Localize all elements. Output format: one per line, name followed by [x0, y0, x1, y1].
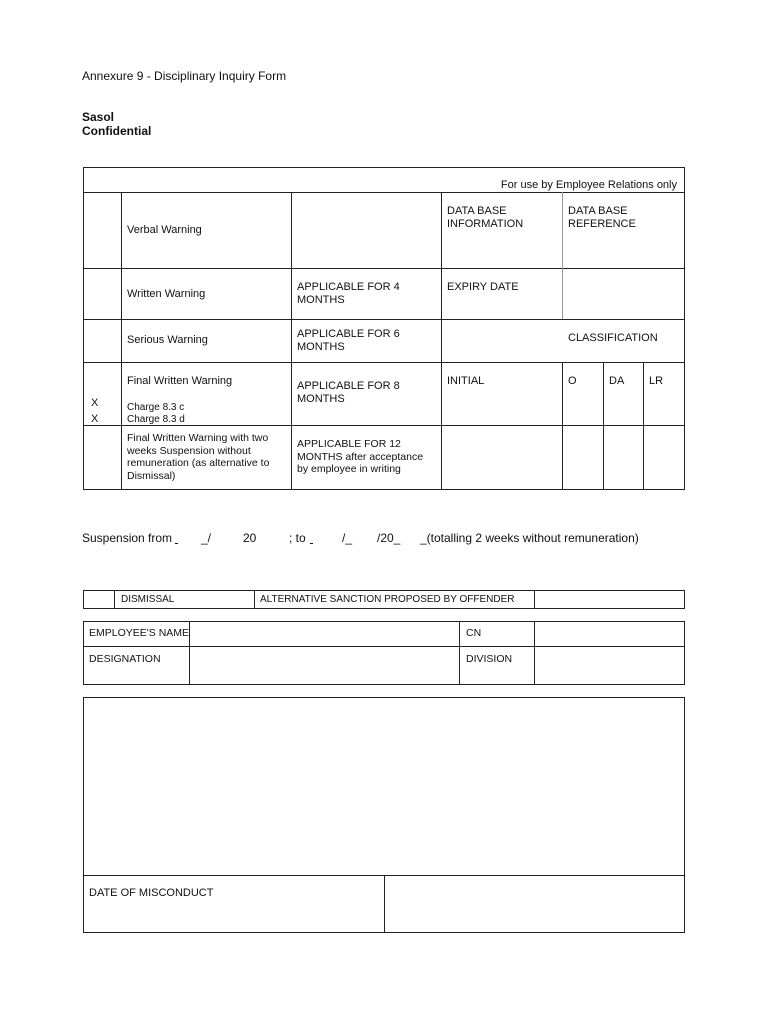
suspension-from-label: Suspension from [82, 531, 173, 545]
database-information-label: DATA BASE INFORMATION [447, 205, 524, 230]
division-label: DIVISION [466, 653, 513, 665]
form-title: Annexure 9 - Disciplinary Inquiry Form [82, 69, 287, 83]
written-warning-label: Written Warning [127, 288, 206, 300]
charge-2: Charge 8.3 d [127, 414, 185, 425]
col-o-label: O [568, 375, 577, 387]
final-warning-period: APPLICABLE FOR 8 MONTHS [297, 380, 400, 405]
expiry-date-label: EXPIRY DATE [447, 281, 519, 293]
col-da-label: DA [609, 375, 625, 387]
suspension-year-2: /20_ [377, 531, 401, 545]
cn-label: CN [466, 627, 482, 639]
suspension-sep-1: _/ [201, 531, 212, 545]
serious-warning-period: APPLICABLE FOR 6 MONTHS [297, 328, 400, 353]
classification-label: CLASSIFICATION [568, 332, 658, 344]
suspension-to-label: ; to [289, 531, 306, 545]
confidential-label: Confidential [82, 124, 152, 138]
employee-name-label: EMPLOYEE'S NAME [89, 627, 190, 639]
serious-warning-label: Serious Warning [127, 334, 208, 346]
company-block [82, 110, 151, 138]
initial-label: INITIAL [447, 375, 485, 387]
suspension-year-1: 20 [243, 531, 257, 545]
alternative-sanction-label: ALTERNATIVE SANCTION PROPOSED BY OFFENDER [260, 594, 515, 605]
verbal-warning-label: Verbal Warning [127, 224, 202, 236]
designation-label: DESIGNATION [89, 653, 161, 665]
charge-mark-2: X [91, 413, 99, 425]
col-lr-label: LR [649, 375, 664, 387]
written-warning-period: APPLICABLE FOR 4 MONTHS [297, 281, 400, 306]
final-warning-suspension-period: APPLICABLE FOR 12 MONTHS after acceptance by employee in writing [297, 438, 424, 476]
final-written-warning-label: Final Written Warning [127, 375, 233, 387]
company-name: Sasol [82, 110, 115, 124]
date-of-misconduct-label: DATE OF MISCONDUCT [89, 887, 214, 899]
charge-mark-1: X [91, 397, 99, 409]
database-reference-label: DATA BASE REFERENCE [568, 205, 636, 230]
suspension-sep-2: /_ [342, 531, 353, 545]
suspension-note: _(totalling 2 weeks without remuneration) [420, 531, 639, 545]
employee-relations-caption: For use by Employee Relations only [500, 179, 677, 191]
final-warning-suspension-label: Final Written Warning with two weeks Suspension without remuneration (as alternative to Dismissal) [127, 432, 270, 482]
dismissal-label: DISMISSAL [121, 594, 175, 605]
charge-1: Charge 8.3 c [127, 402, 185, 413]
